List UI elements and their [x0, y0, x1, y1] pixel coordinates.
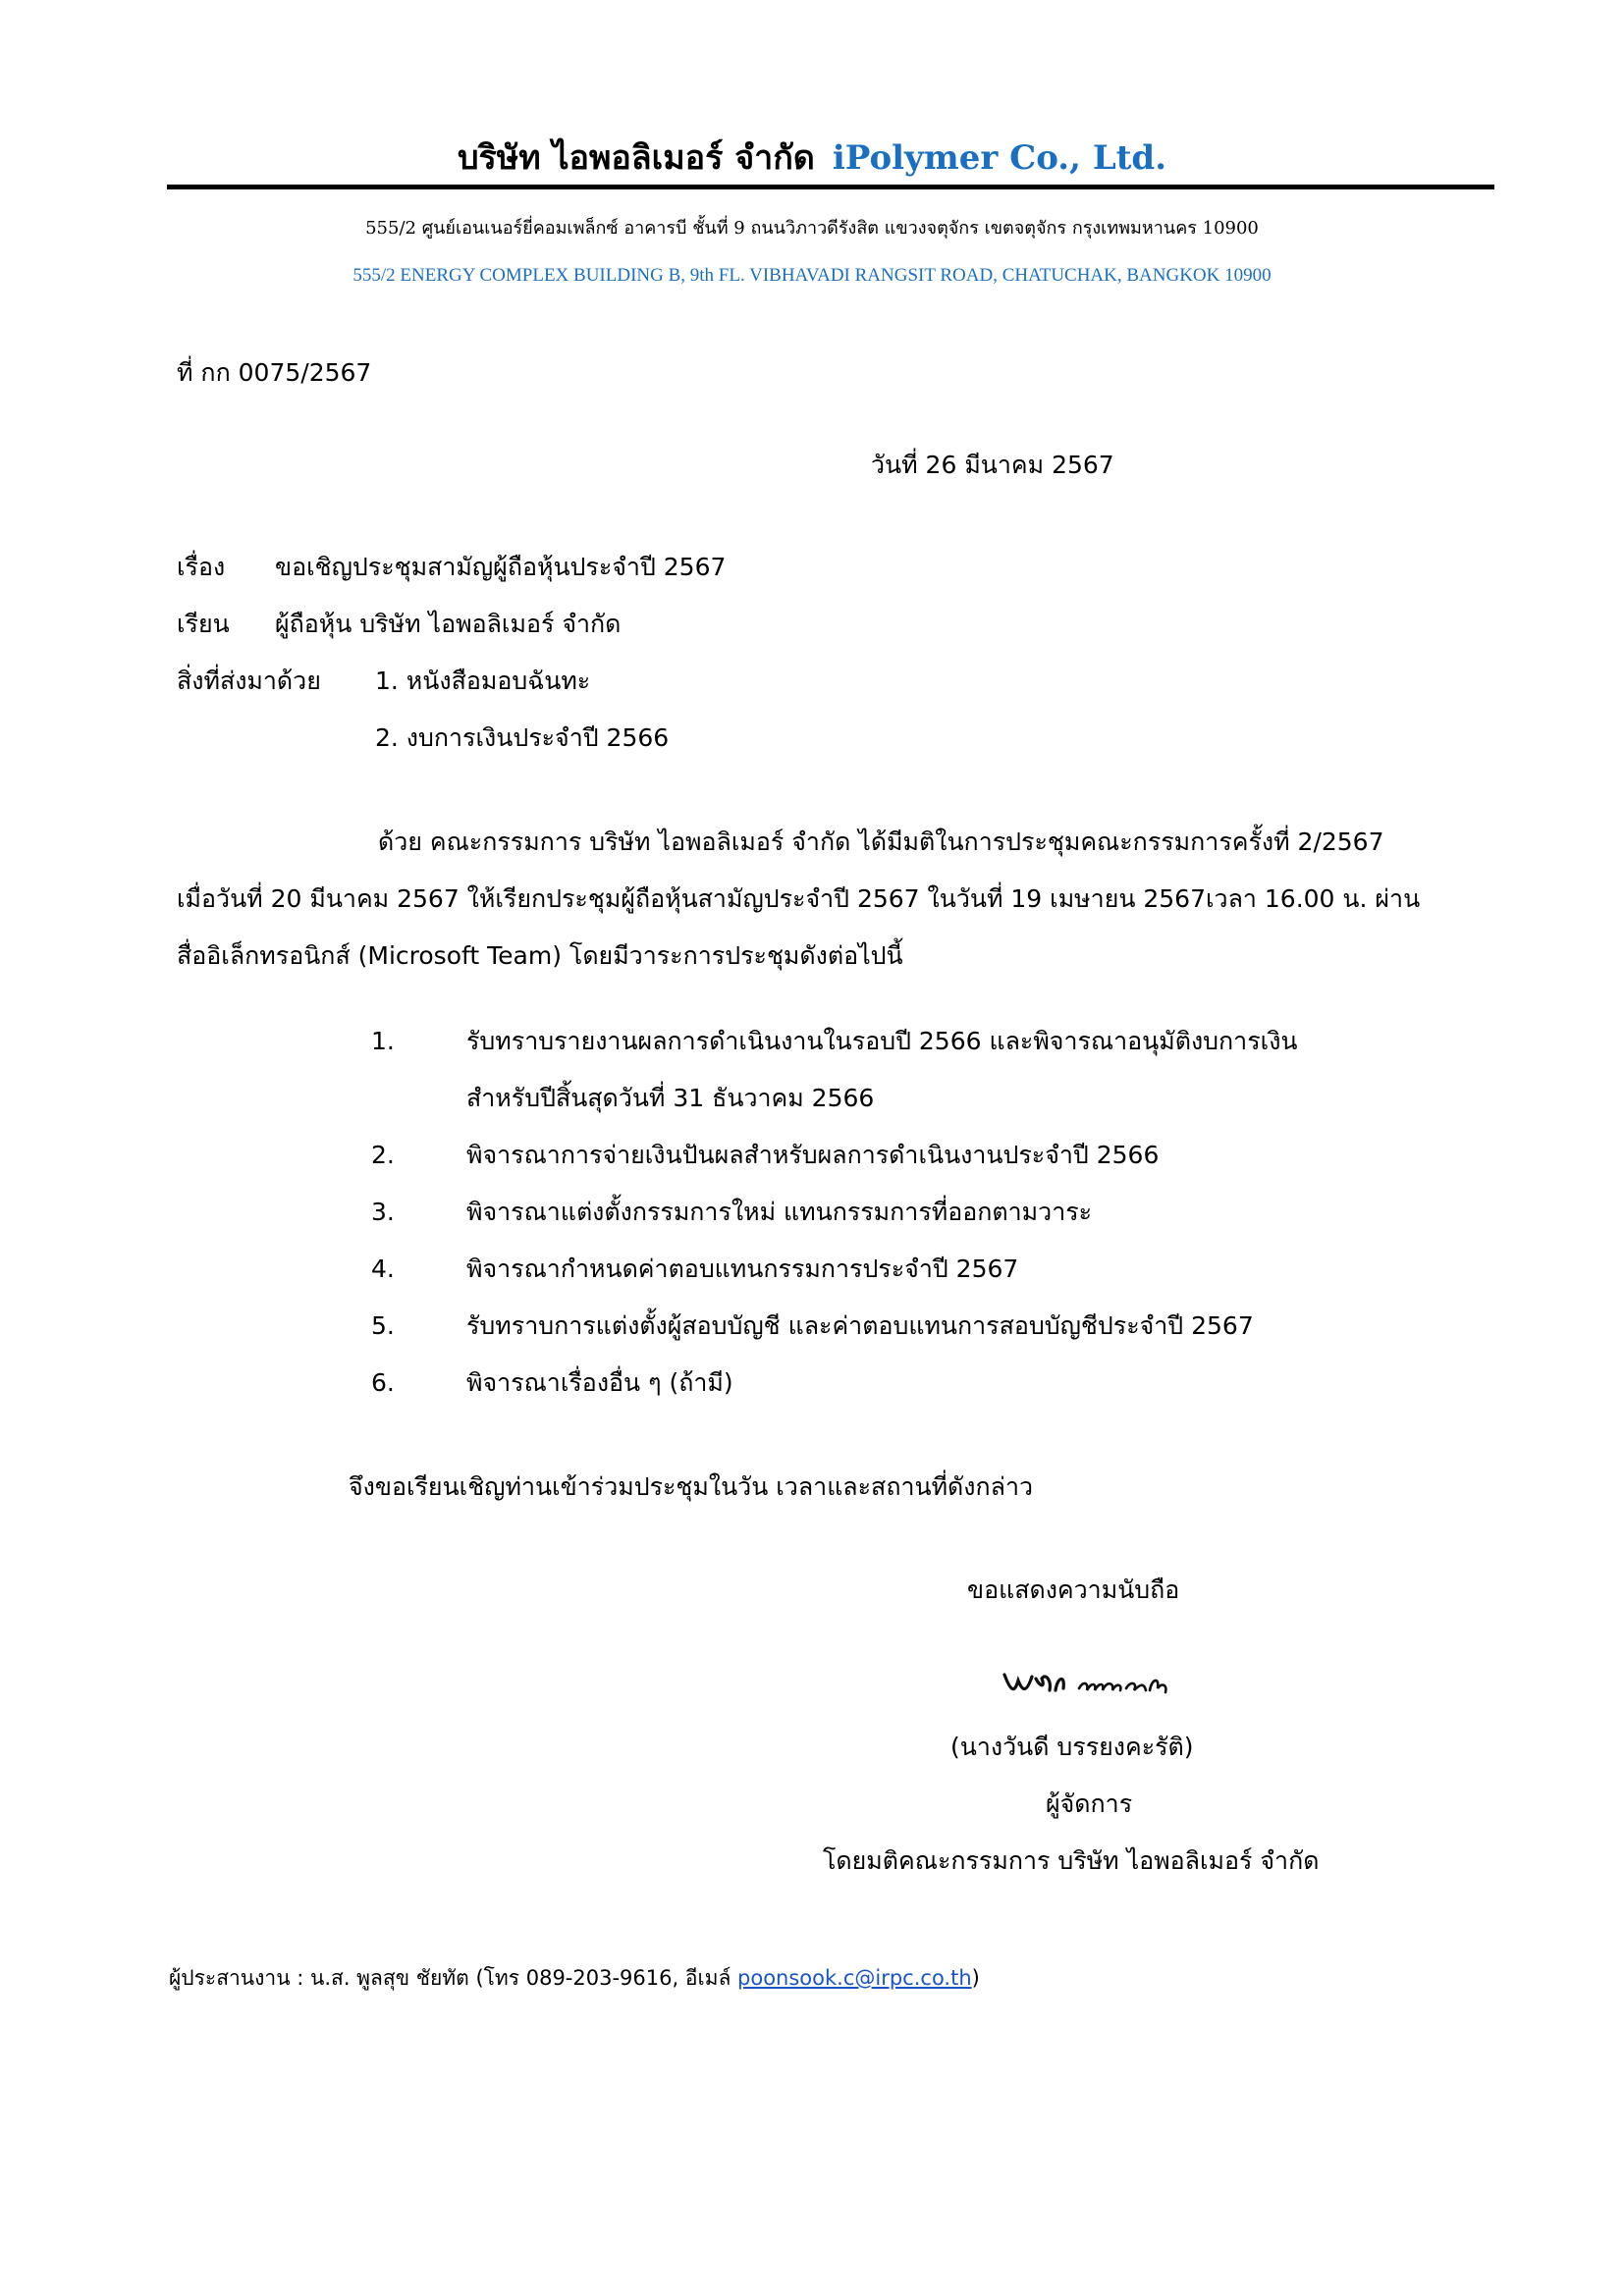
enclosure-item: 1. หนังสือมอบฉันทะ: [375, 667, 591, 695]
company-name-th: บริษัท ไอพอลิเมอร์ จำกัด: [457, 138, 815, 178]
agenda-text: รับทราบรายงานผลการดำเนินงานในรอบปี 2566 และพิจารณาอนุมัติงบการเงิน: [466, 1027, 1298, 1055]
signatory-name: (นางวันดี บรรยงคะรัติ): [950, 1733, 1194, 1761]
enclosure-item: 2. งบการเงินประจำปี 2566: [375, 723, 670, 752]
agenda-number: 3.: [371, 1198, 395, 1226]
coordinator-contact: [169, 1963, 980, 1993]
agenda-number: 6.: [371, 1368, 395, 1397]
recipient-text: ผู้ถือหุ้น บริษัท ไอพอลิเมอร์ จำกัด: [275, 610, 622, 638]
body-line: ด้วย คณะกรรมการ บริษัท ไอพอลิเมอร์ จำกัด ได้มีมติในการประชุมคณะกรรมการครั้งที่ 2/2567: [378, 828, 1384, 856]
header-divider: [167, 185, 1494, 189]
company-name-en: iPolymer Co., Ltd.: [832, 138, 1167, 178]
letter-reference: ที่ กก 0075/2567: [177, 358, 372, 387]
signatory-authority: โดยมติคณะกรรมการ บริษัท ไอพอลิเมอร์ จำกัด: [823, 1846, 1320, 1875]
company-header: [0, 133, 1624, 183]
letter-date: วันที่ 26 มีนาคม 2567: [871, 451, 1114, 479]
coordinator-email-link[interactable]: poonsook.c@irpc.co.th: [737, 1966, 972, 1990]
address-english: 555/2 ENERGY COMPLEX BUILDING B, 9th FL. VIBHAVADI RANGSIT ROAD, CHATUCHAK, BANGKOK 10900: [352, 265, 1272, 286]
agenda-number: 5.: [371, 1311, 395, 1340]
agenda-number: 2.: [371, 1141, 395, 1169]
agenda-text: พิจารณากำหนดค่าตอบแทนกรรมการประจำปี 2567: [466, 1255, 1019, 1283]
coordinator-close: ): [971, 1966, 980, 1990]
closing-text: ขอแสดงความนับถือ: [967, 1575, 1180, 1604]
enclosure-label: สิ่งที่ส่งมาด้วย: [177, 667, 321, 695]
subject-text: ขอเชิญประชุมสามัญผู้ถือหุ้นประจำปี 2567: [275, 553, 727, 581]
recipient-label: เรียน: [177, 610, 230, 638]
agenda-text: พิจารณาการจ่ายเงินปันผลสำหรับผลการดำเนินงานประจำปี 2566: [466, 1141, 1160, 1169]
invitation-text: จึงขอเรียนเชิญท่านเข้าร่วมประชุมในวัน เวลาและสถานที่ดังกล่าว: [349, 1472, 1034, 1501]
address-thai: 555/2 ศูนย์เอนเนอร์ยี่คอมเพล็กซ์ อาคารบี ชั้นที่ 9 ถนนวิภาวดีรังสิต แขวงจตุจักร เขตจตุจักร กรุงเทพมหานคร 10900: [365, 218, 1259, 239]
agenda-number: 1.: [371, 1027, 395, 1055]
signatory-title: ผู้จัดการ: [1046, 1789, 1133, 1818]
agenda-number: 4.: [371, 1255, 395, 1283]
handwritten-signature: [997, 1661, 1193, 1710]
agenda-text: พิจารณาเรื่องอื่น ๆ (ถ้ามี): [466, 1368, 733, 1397]
body-line: เมื่อวันที่ 20 มีนาคม 2567 ให้เรียกประชุมผู้ถือหุ้นสามัญประจำปี 2567 ในวันที่ 19 เมษายน 2567เวลา 16.00 น. ผ่าน: [177, 884, 1421, 913]
agenda-text-continued: สำหรับปีสิ้นสุดวันที่ 31 ธันวาคม 2566: [466, 1084, 875, 1112]
coordinator-text: ผู้ประสานงาน : น.ส. พูลสุข ชัยทัต (โทร 089-203-9616, อีเมล์: [169, 1966, 738, 1990]
subject-label: เรื่อง: [177, 553, 226, 581]
agenda-text: รับทราบการแต่งตั้งผู้สอบบัญชี และค่าตอบแทนการสอบบัญชีประจำปี 2567: [466, 1311, 1254, 1340]
agenda-text: พิจารณาแต่งตั้งกรรมการใหม่ แทนกรรมการที่ออกตามวาระ: [466, 1198, 1093, 1226]
body-line: สื่ออิเล็กทรอนิกส์ (Microsoft Team) โดยมีวาระการประชุมดังต่อไปนี้: [177, 941, 903, 970]
